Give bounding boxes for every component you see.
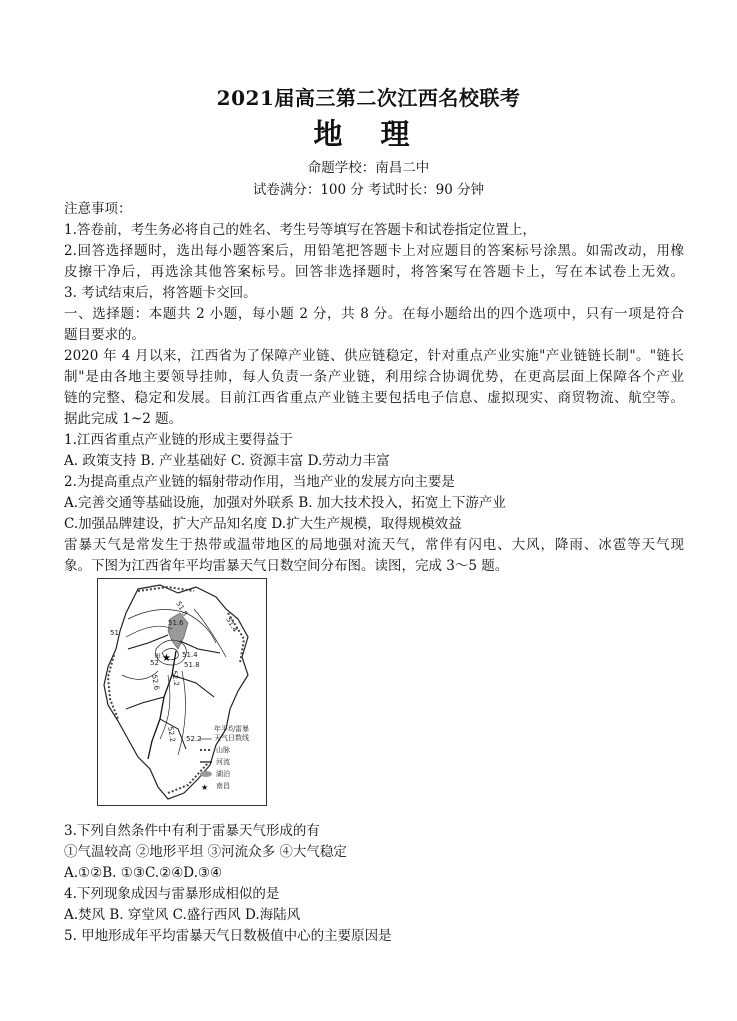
legend-lake: 湖泊 — [216, 770, 230, 778]
question-4-stem: 4.下列现象成因与雷暴形成相似的是 — [64, 886, 280, 902]
contour-label: 51.4 — [182, 651, 198, 659]
notice-heading: 注意事项： — [64, 201, 132, 217]
passage-line: 制"是由各地主要领导挂帅，每人负责一条产业链，利用综合协调优势，在更高层面上保障各个产业 — [64, 369, 684, 385]
contour-label: 51 — [110, 629, 119, 637]
map-svg — [98, 579, 266, 805]
legend-contour-desc: 年平均雷暴 — [214, 725, 249, 733]
question-1-options: A. 政策支持 B. 产业基础好 C. 资源丰富 D.劳动力丰富 — [64, 453, 390, 469]
question-3-stem: 3.下列自然条件中有利于雷暴天气形成的有 — [64, 823, 320, 839]
notice-item: 1.答卷前，考生务必将自己的姓名、考生号等填写在答题卡和试卷指定位置上， — [64, 222, 536, 238]
question-1-stem: 1.江西省重点产业链的形成主要得益于 — [64, 432, 293, 448]
notice-item: 3. 考试结束后，将答题卡交回。 — [64, 285, 257, 301]
question-5-stem: 5. 甲地形成年平均雷暴天气日数极值中心的主要原因是 — [64, 928, 392, 944]
question-2-options: C.加强品牌建设，扩大产品知名度 D.扩大生产规模，取得规模效益 — [64, 516, 462, 532]
river-line — [128, 635, 168, 649]
passage-line: 2020 年 4 月以来，江西省为了保障产业链、供应链稳定，针对重点产业实施"产业链链长制"。"链长 — [64, 348, 684, 364]
legend-city: 南昌 — [216, 782, 230, 790]
question-4-options: A.焚风 B. 穿堂风 C.盛行西风 D.海陆风 — [64, 907, 301, 923]
notice-item: 2.回答选择题时，选出每小题答案后，用铅笔把答题卡上对应题目的答案标号涂黑。如需改动，用橡 — [64, 243, 684, 259]
question-3-options: A.①②B. ①③C.②④D.③④ — [64, 865, 223, 881]
legend-contour-desc: 天气日数线 — [214, 734, 249, 742]
river-line — [126, 697, 164, 709]
exam-title: 2021届高三第二次江西名校联考 — [216, 86, 521, 110]
contour-label: 51.4 — [224, 616, 239, 634]
passage-line: 链的完整、稳定和发展。目前江西省重点产业链主要包括电子信息、虚拟现实、商贸物流、航空等。 — [64, 390, 684, 406]
contour-label: 52.2 — [166, 725, 177, 743]
contour-label: 52.6 — [150, 673, 161, 691]
legend-lake-icon — [200, 771, 212, 777]
notice-item: 皮擦干净后，再选涂其他答案标号。回答非选择题时，将答案写在答题卡上，写在本试卷上无效。 — [64, 264, 684, 280]
contour-label: 51.8 — [174, 600, 189, 618]
passage-line: 雷暴天气是常发生于热带或温带地区的局地强对流天气，常伴有闪电、大风，降雨、冰雹等天气现 — [64, 537, 684, 553]
passage-line: 象。下图为江西省年平均雷暴天气日数空间分布图。读图，完成 3～5 题。 — [64, 558, 509, 574]
contour-label: 52 — [150, 659, 159, 667]
question-3-conditions: ①气温较高 ②地形平坦 ③河流众多 ④大气稳定 — [64, 844, 347, 860]
legend-mountain: 山脉 — [216, 746, 230, 754]
legend-star-icon: ★ — [201, 783, 209, 792]
contour-label: 52.2 — [170, 669, 181, 687]
section-intro: 一、选择题：本题共 2 小题，每小题 2 分，共 8 分。在每小题给出的四个选项中，只有一项是符合 — [64, 306, 684, 322]
nanchang-star-icon: ★ — [162, 653, 171, 664]
legend-river: 河流 — [216, 758, 230, 766]
legend-contour-value: 52.2 — [186, 735, 202, 743]
contour-line — [126, 626, 172, 637]
river-line — [148, 651, 176, 759]
contour-label: 51.6 — [168, 619, 184, 627]
question-2-options: A.完善交通等基础设施，加强对外联系 B. 加大技术投入，拓宽上下游产业 — [64, 495, 506, 511]
score-time-line: 试卷满分：100 分 考试时长：90 分钟 — [252, 182, 485, 198]
subject-title: 地 理 — [313, 117, 424, 151]
passage-line: 据此完成 1~2 题。 — [64, 411, 183, 427]
question-2-stem: 2.为提高重点产业链的辐射带动作用，当地产业的发展方向主要是 — [64, 474, 455, 490]
jia-label: 甲 — [154, 653, 161, 661]
thunderstorm-days-map — [97, 578, 267, 806]
section-intro: 题目要求的。 — [64, 327, 145, 343]
contour-label: 51.8 — [184, 661, 200, 669]
school-line: 命题学校：南昌二中 — [307, 160, 430, 176]
